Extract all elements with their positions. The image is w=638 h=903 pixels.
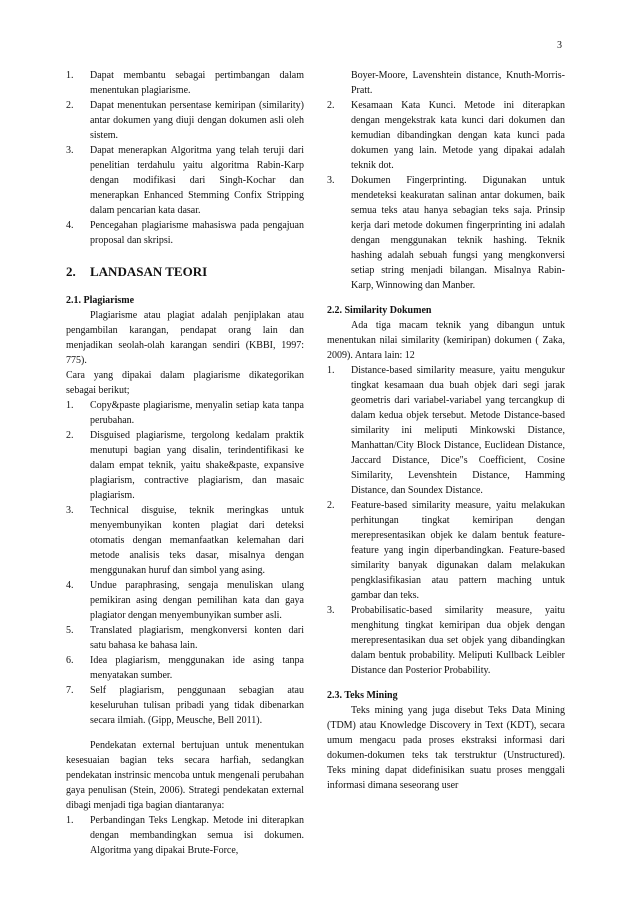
list-item [66, 143, 304, 218]
section-heading [66, 264, 304, 279]
list-item-number: 2. [327, 500, 335, 511]
paragraph: Ada tiga macam teknik yang dibangun untuk menentukan nilai similarity (kemiripan) dokumen ( Zaka, 2009). Antara lain: 12 [327, 320, 565, 361]
list-item-number: 6. [66, 655, 74, 666]
list-item-text: Probabilisatic-based similarity measure, yaitu menghitung tingkat kemiripan dua objek dengan merepresentasikan dua set objek yang dibandingkan dalam bentuk probability. Meliputi Kullback Leibler Distance dan Posterior Probability. [351, 605, 565, 676]
list-item-text: Dokumen Fingerprinting. Digunakan untuk mendeteksi keakuratan salinan antar dokumen, baik semua teks atau hanya sebagian teks saja. Prinsip kerja dari metode dokumen fingerprinting ini adalah dengan menggunakan teknik hashing. Teknik hashing adalah sebuah fungsi yang mengkonversi setiap string menjadi bilangan. Misalnya Rabin-Karp, Winnowing dan Manber. [351, 175, 565, 291]
list-item [66, 578, 304, 623]
list-item-number: 2. [327, 100, 335, 111]
list-item-text: Feature-based similarity measure, yaitu melakukan perhitungan tingkat kemiripan dengan merepresentasikan objek ke dalam bentuk feature-feature yang ingin diperbandingkan. Feature-based similarity banyak digunakan dalam melakukan pengklasifikasian atau pattern maching untuk gambar dan teks. [351, 500, 565, 601]
list-item-text: Copy&paste plagiarisme, menyalin setiap kata tanpa perubahan. [90, 400, 304, 426]
page-number: 3 [557, 40, 562, 51]
list-item-text: Idea plagiarism, menggunakan ide asing tanpa menyatakan sumber. [90, 655, 304, 681]
list-item [327, 363, 565, 498]
list-item-number: 4. [66, 220, 74, 231]
list-item-number: 7. [66, 685, 74, 696]
paragraph: Cara yang dipakai dalam plagiarisme dikategorikan sebagai berikut; [66, 370, 304, 396]
list-item-number: 4. [66, 580, 74, 591]
list-item-number: 1. [66, 815, 74, 826]
list-item-number: 2. [66, 430, 74, 441]
list-continuation: Boyer-Moore, Lavenshtein distance, Knuth-Morris-Pratt. [351, 70, 565, 96]
list-item-text: Dapat membantu sebagai pertimbangan dalam menentukan plagiarisme. [90, 70, 304, 96]
subsection-heading: 2.2. Similarity Dokumen [327, 305, 432, 316]
list-item-number: 1. [327, 365, 335, 376]
list-item-text: Distance-based similarity measure, yaitu mengukur tingkat kesamaan dua buah objek dari segi jarak geometris dari variabel-variabel yang tercangkup di dalam kedua objek tersebut. Metode Distance-based similarity ini meliputi Minkowski Distance, Manhattan/City Block Distance, Euclidean Distance, Jaccard Distance, Dice"s Coefficient, Cosine Similarity, Levenshtein Distance, Hamming Distance, dan Soundex Distance. [351, 365, 565, 496]
list-item [66, 653, 304, 683]
paragraph: Pendekatan external bertujuan untuk menentukan kesesuaian bagian teks secara harfiah, sedangkan pendekatan instrinsic mencoba untuk mengenali perubahan gaya penulisan (Stein, 2006). Strategi pendekatan external dibagi menjadi tiga bagian diantaranya: [66, 740, 304, 811]
list-item [66, 503, 304, 578]
list-item [327, 498, 565, 603]
right-column [327, 68, 565, 793]
list-item [66, 813, 304, 858]
list-item-number: 1. [66, 70, 74, 81]
list-item-text: Dapat menerapkan Algoritma yang telah teruji dari penelitian terdahulu yaitu algoritma Rabin-Karp dengan modifikasi dari Singh-Kochar dan menerapkan Enhanced Stemming Confix Stripping dalam pencarian kata dasar. [90, 145, 304, 216]
paragraph: Plagiarisme atau plagiat adalah penjiplakan atau pengambilan karangan, pendapat orang lain dan menjadikan seolah-olah karangan sendiri (KBBI, 1997: 775). [66, 310, 304, 366]
list-item [327, 173, 565, 293]
list-item-text: Kesamaan Kata Kunci. Metode ini diterapkan dengan mengekstrak kata kunci dari dokumen dan kemudian dibandingkan dengan kata kunci pada dokumen yang lain. Metode yang dipakai adalah teknik dot. [351, 100, 565, 171]
left-column [66, 68, 304, 858]
approach-list-continued [327, 98, 565, 293]
section-title: LANDASAN TEORI [90, 264, 208, 279]
list-item [66, 428, 304, 503]
list-item-text: Undue paraphrasing, sengaja menuliskan ulang pemikiran asing dengan pemilihan kata dan gaya plagiator dengan menyembunyikan sumber asli. [90, 580, 304, 621]
list-item-text: Translated plagiarism, mengkonversi konten dari satu bahasa ke bahasa lain. [90, 625, 304, 651]
list-item-number: 3. [327, 605, 335, 616]
list-item-text: Self plagiarism, penggunaan sebagian atau keseluruhan tulisan pribadi yang tidak dibenarkan secara ilmiah. (Gipp, Meusche, Bell 2011). [90, 685, 304, 726]
list-item [66, 98, 304, 143]
list-item-number: 5. [66, 625, 74, 636]
list-item-number: 1. [66, 400, 74, 411]
plagiarism-types-list [66, 398, 304, 728]
approach-list [66, 813, 304, 858]
list-item-number: 3. [66, 145, 74, 156]
subsection-heading: 2.3. Teks Mining [327, 690, 398, 701]
objectives-list [66, 68, 304, 248]
list-item [66, 398, 304, 428]
list-item-text: Perbandingan Teks Lengkap. Metode ini diterapkan dengan membandingkan semua isi dokumen. Algoritma yang dipakai Brute-Force, [90, 815, 304, 856]
list-item [327, 98, 565, 173]
list-item-text: Disguised plagiarisme, tergolong kedalam praktik menutupi bagian yang disalin, terindentifikasi ke dalam empat teknik, yaitu shake&paste, expansive plagiarism, contractive plagiarism, dan masaic plagiarism. [90, 430, 304, 501]
subsection-heading: 2.1. Plagiarisme [66, 295, 135, 306]
section-number: 2. [66, 264, 76, 279]
similarity-list [327, 363, 565, 678]
list-item-text: Dapat menentukan persentase kemiripan (similarity) antar dokumen yang diuji dengan dokumen asli oleh sistem. [90, 100, 304, 141]
list-item-text: Pencegahan plagiarisme mahasiswa pada pengajuan proposal dan skripsi. [90, 220, 304, 246]
list-item [66, 623, 304, 653]
list-item-text: Technical disguise, teknik meringkas untuk menyembunyikan konten plagiat dari deteksi otomatis dengan memanfaatkan kelemahan dari metode analisis teks dasar, misalnya dengan menggunakan huruf dan simbol yang asing. [90, 505, 304, 576]
list-item [66, 683, 304, 728]
paragraph: Teks mining yang juga disebut Teks Data Mining (TDM) atau Knowledge Discovery in Text (KDT), secara umum mengacu pada proses ekstraksi informasi dari dokumen-dokumen teks tak terstruktur (Unstructured). Teks mining dapat didefinisikan suatu proses menggali informasi dimana seseorang user [327, 705, 565, 791]
list-item-number: 2. [66, 100, 74, 111]
list-item-number: 3. [66, 505, 74, 516]
list-item [66, 68, 304, 98]
list-item [327, 603, 565, 678]
list-item [66, 218, 304, 248]
list-item-number: 3. [327, 175, 335, 186]
